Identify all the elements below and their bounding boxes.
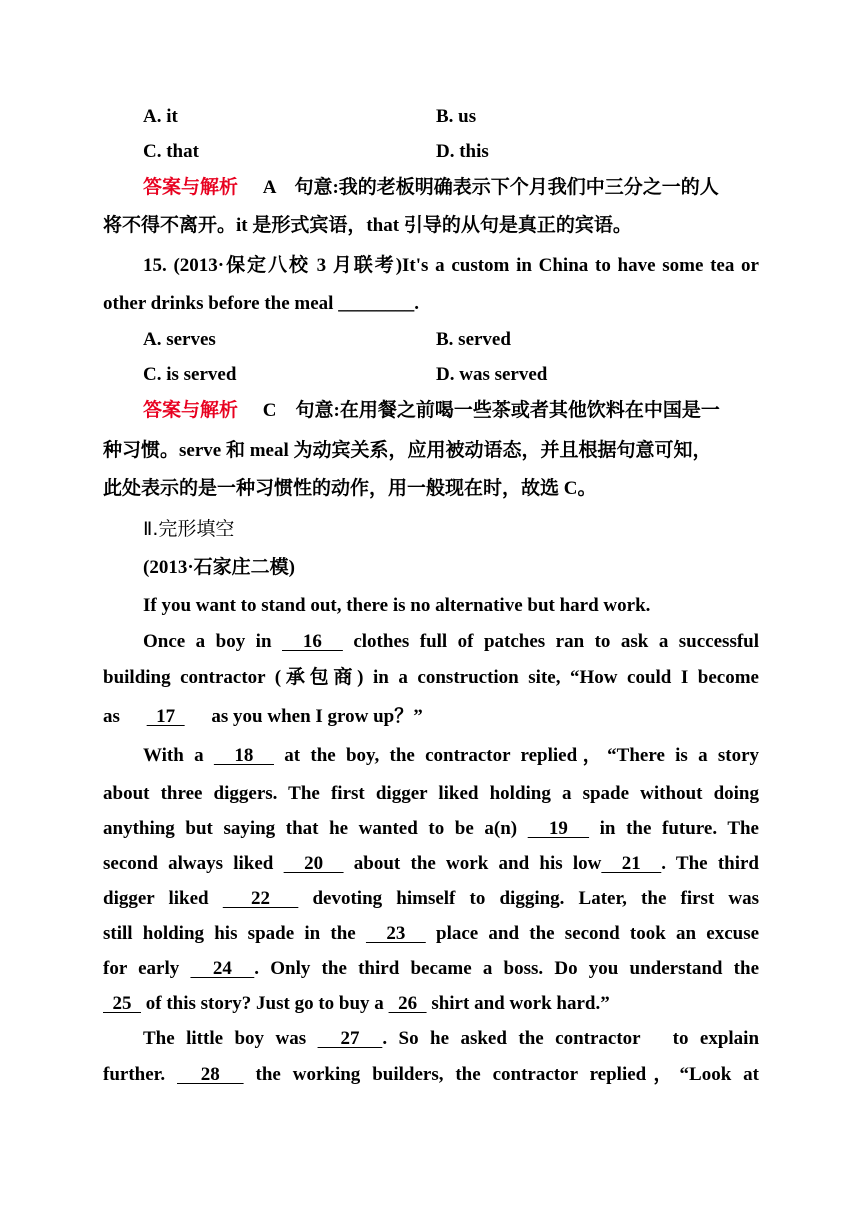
- q15-answer-line-2: 种习惯。serve 和 meal 为动宾关系，应用被动语态，并且根据句意可知，: [103, 440, 712, 461]
- passage-line-11: [103, 992, 759, 1016]
- text: devoting himself to digging. Later, the first was: [312, 888, 760, 909]
- passage-line-6: [103, 817, 759, 841]
- q15-answer-line-1: [143, 399, 759, 423]
- passage-line-7: [103, 852, 759, 876]
- q14-answer-text: A 句意:我的老板明确表示下个月我们中三分之一的人: [262, 177, 719, 198]
- blank-18: 18: [213, 745, 274, 766]
- text: anything but saying that he wanted to be a(n): [103, 818, 518, 839]
- text: . The third: [661, 853, 759, 874]
- text: of this story? Just go to buy a: [145, 993, 384, 1014]
- q14-options-row-1: [143, 105, 759, 129]
- q14-option-d: D. this: [436, 141, 489, 162]
- section-source: (2013·石家庄二模): [143, 557, 295, 578]
- blank-20: 20: [283, 853, 344, 874]
- text: . Only the third became a boss. Do you understand the: [254, 958, 760, 979]
- q15-option-c: C. is served: [143, 364, 237, 385]
- blank-16: 16: [282, 631, 343, 652]
- blank-22: 22: [222, 888, 299, 909]
- blank-25: 25: [103, 993, 141, 1014]
- q15-options-row-2: [143, 363, 759, 387]
- q15-option-b: B. served: [436, 329, 511, 350]
- passage-line-1: [143, 630, 759, 654]
- section-heading: Ⅱ.完形填空: [143, 518, 235, 540]
- text: for early: [103, 958, 180, 979]
- q15-answer-text: C 句意:在用餐之前喝一些茶或者其他饮料在中国是一: [262, 400, 720, 421]
- q14-answer-line-2: 将不得不离开。it 是形式宾语，that 引导的从句是真正的宾语。: [103, 215, 632, 236]
- blank-27: 27: [317, 1028, 383, 1049]
- answer-label: 答案与解析: [143, 400, 239, 421]
- answer-label: 答案与解析: [143, 177, 239, 198]
- blank-26: 26: [388, 993, 427, 1014]
- text: as you when I grow up？”: [211, 706, 423, 727]
- passage-line-9: [103, 922, 759, 946]
- passage-line-4: [143, 744, 759, 768]
- text: shirt and work hard.”: [431, 993, 610, 1014]
- passage-line-5: about three diggers. The first digger liked holding a spade without doing: [103, 783, 759, 804]
- q15-option-d: D. was served: [436, 364, 548, 385]
- blank-28: 28: [177, 1064, 244, 1085]
- blank-24: 24: [190, 958, 255, 979]
- q15-stem-line-1: 15. (2013·保定八校 3 月联考)It's a custom in China to have some tea or: [143, 255, 759, 276]
- passage-line-2: building contractor (承包商) in a construction site, “How could I become: [103, 667, 759, 688]
- blank-19: 19: [527, 818, 590, 839]
- q15-options-row-1: [143, 328, 759, 352]
- text: With a: [143, 745, 204, 766]
- passage-intro: If you want to stand out, there is no alternative but hard work.: [143, 595, 651, 616]
- q14-option-c: C. that: [143, 141, 199, 162]
- blank-21: 21: [601, 853, 662, 874]
- passage-line-3: [103, 705, 759, 729]
- text: about the work and his low: [353, 853, 602, 874]
- q15-answer-line-3: 此处表示的是一种习惯性的动作，用一般现在时，故选 C。: [103, 478, 597, 499]
- text: further.: [103, 1064, 166, 1085]
- passage-line-13: [103, 1063, 759, 1087]
- q15-stem-line-2: other drinks before the meal ________.: [103, 293, 419, 314]
- q14-options-row-2: [143, 140, 759, 164]
- text: . So he asked the contractor to explain: [382, 1028, 760, 1049]
- text: at the boy, the contractor replied，“There is a story: [284, 745, 760, 766]
- passage-line-8: [103, 887, 759, 911]
- q14-option-b: B. us: [436, 106, 477, 127]
- text: as: [103, 706, 120, 727]
- text: digger liked: [103, 888, 209, 909]
- q14-option-a: A. it: [143, 106, 178, 127]
- text: place and the second took an excuse: [436, 923, 760, 944]
- text: in the future. The: [599, 818, 759, 839]
- text: second always liked: [103, 853, 274, 874]
- blank-23: 23: [365, 923, 426, 944]
- q15-option-a: A. serves: [143, 329, 216, 350]
- blank-17: 17: [146, 706, 185, 727]
- text: the working builders, the contractor replied，“Look at: [255, 1064, 760, 1085]
- text: still holding his spade in the: [103, 923, 356, 944]
- passage-line-10: [103, 957, 759, 981]
- text: Once a boy in: [143, 631, 272, 652]
- text: clothes full of patches ran to ask a successful: [353, 631, 760, 652]
- q14-answer-line-1: [143, 176, 759, 200]
- text: The little boy was: [143, 1028, 307, 1049]
- passage-line-12: [143, 1027, 759, 1051]
